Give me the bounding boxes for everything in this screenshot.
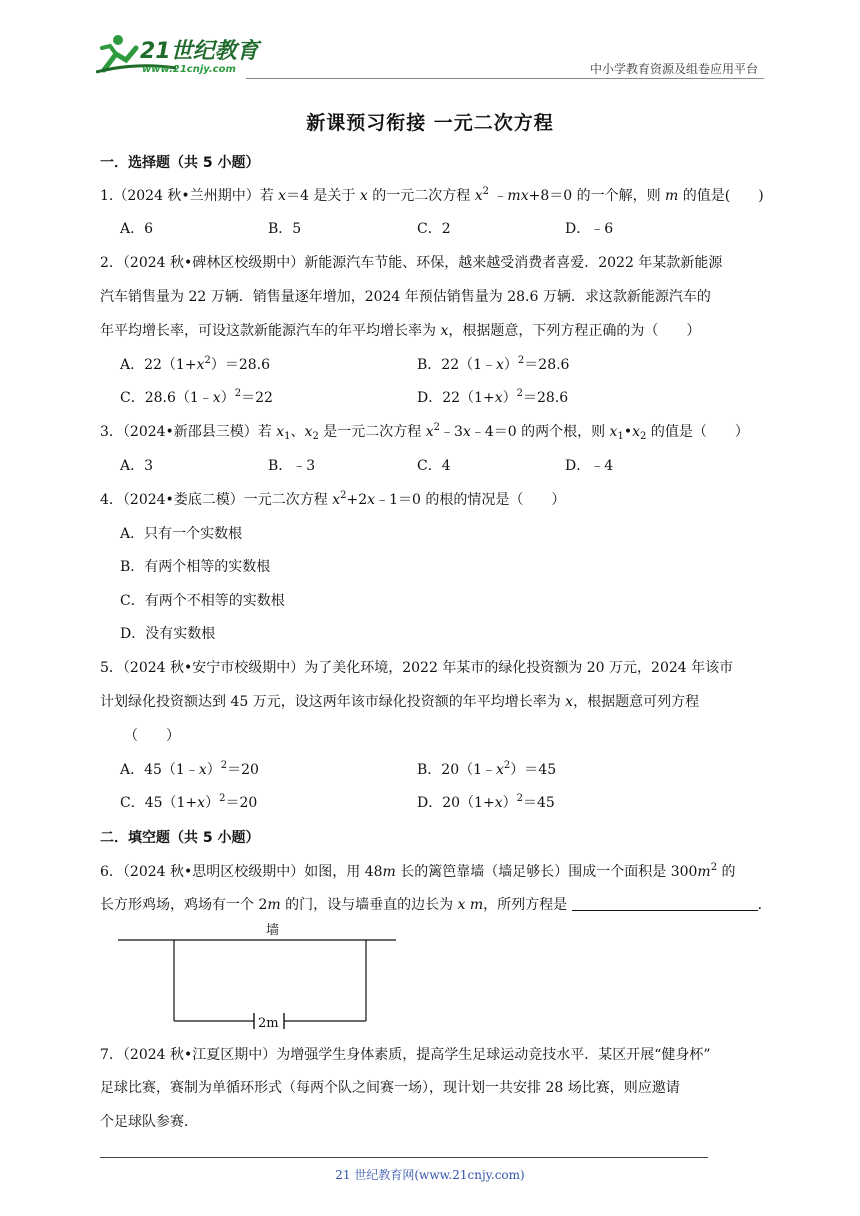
q2-option-c[interactable]: C．28.6（1﹣x）$^2$＝22 xyxy=(120,388,273,406)
question-2-line-3: 年平均增长率，可设这款新能源汽车的年平均增长率为 x，根据题意，下列方程正确的为（ ） xyxy=(100,323,701,339)
question-5-line-3: （ ） xyxy=(124,728,180,744)
page-header xyxy=(96,30,764,80)
q3-option-c[interactable]: C．4 xyxy=(417,458,451,474)
question-6-line-1: 6．（2024 秋•思明区校级期中）如图，用 48m 长的篱笆靠墙（墙足够长）围成一个面积是 $300m^2$ 的 xyxy=(100,862,736,880)
q2-option-b[interactable]: B．22（1﹣x）$^2$＝28.6 xyxy=(417,355,570,373)
section-heading-choice: 一．选择题（共 5 小题） xyxy=(100,155,260,171)
page-title: 新课预习衔接 一元二次方程 xyxy=(306,112,554,134)
q4-option-b[interactable]: B．有两个相等的实数根 xyxy=(120,559,271,575)
logo-text: 21世纪教育 xyxy=(140,39,259,64)
logo-sub-text: www.21cnjy.com xyxy=(142,64,236,75)
section-heading-fill: 二．填空题（共 5 小题） xyxy=(100,830,260,846)
header-divider xyxy=(246,78,764,79)
question-5-line-2: 计划绿化投资额达到 45 万元，设这两年该市绿化投资额的年平均增长率为 x，根据题意可列方程 xyxy=(100,694,700,710)
question-4-text: 4．（2024•娄底二模）一元二次方程 $x^2+2x﹣1=0$ 的根的情况是（ ） xyxy=(100,490,566,508)
logo xyxy=(96,32,266,76)
question-2-line-1: 2．（2024 秋•碑林区校级期中）新能源汽车节能、环保，越来越受消费者喜爱．2022 年某款新能源 xyxy=(100,255,723,271)
question-7-line-1: 7．（2024 秋•江夏区期中）为增强学生身体素质，提高学生足球运动竞技水平．某区开展“健身杯” xyxy=(100,1047,711,1063)
q3-option-d[interactable]: D．﹣4 xyxy=(565,458,614,474)
question-7-line-3: 个足球队参赛． xyxy=(100,1114,198,1130)
footer-link[interactable]: 21 世纪教育网(www.21cnjy.com) xyxy=(335,1168,525,1182)
question-7-line-2: 足球比赛，赛制为单循环形式（每两个队之间赛一场），现计划一共安排 28 场比赛，则应邀请 xyxy=(100,1080,680,1096)
door-label: 2m xyxy=(258,1016,279,1031)
q3-option-b[interactable]: B．﹣3 xyxy=(268,458,316,474)
question-6-line-2: 长方形鸡场，鸡场有一个 2m 的门，设与墙垂直的边长为 x m，所列方程是 ． xyxy=(100,897,772,913)
footer-divider xyxy=(100,1157,708,1158)
q1-option-b[interactable]: B．5 xyxy=(268,221,302,237)
answer-blank[interactable] xyxy=(572,896,758,911)
q1-option-d[interactable]: D．﹣6 xyxy=(565,221,614,237)
wall-label: 墙 xyxy=(266,923,280,938)
chicken-yard-figure xyxy=(118,922,398,1034)
platform-label: 中小学教育资源及组卷应用平台 xyxy=(589,62,758,76)
question-5-line-1: 5．（2024 秋•安宁市校级期中）为了美化环境，2022 年某市的绿化投资额为 20 万元，2024 年该市 xyxy=(100,660,734,676)
question-2-line-2: 汽车销售量为 22 万辆．销售量逐年增加，2024 年预估销售量为 28.6 万辆．求这款新能源汽车的 xyxy=(100,289,711,305)
question-1-text: 1.（2024 秋•兰州期中）若 x＝4 是关于 x 的一元二次方程 $x^2$ ﹣mx+8＝0 的一个解，则 m 的值是( ) xyxy=(100,186,764,204)
q1-option-c[interactable]: C．2 xyxy=(417,221,451,237)
q2-option-a[interactable]: A．$22(1+x^2)=28.6$ xyxy=(120,355,271,373)
q4-option-a[interactable]: A．只有一个实数根 xyxy=(120,526,243,542)
question-3-text: 3．（2024•新邵县三模）若 $x_1$、$x_2$ 是一元二次方程 $x^2﹣3x﹣4=0$ 的两个根，则 $x_1•x_2$ 的值是（ ） xyxy=(100,422,749,442)
q4-option-c[interactable]: C．有两个不相等的实数根 xyxy=(120,593,285,609)
q4-option-d[interactable]: D．没有实数根 xyxy=(120,626,216,642)
q5-option-d[interactable]: D．$20(1+x)^2=45$ xyxy=(417,793,555,811)
q5-option-c[interactable]: C．$45(1+x)^2=20$ xyxy=(120,793,258,811)
q5-option-a[interactable]: A．45（1﹣x）$^2$＝20 xyxy=(120,760,259,778)
q2-option-d[interactable]: D．$22(1+x)^2=28.6$ xyxy=(417,388,569,406)
q1-option-a[interactable]: A．6 xyxy=(120,221,154,237)
q5-option-b[interactable]: B．$20(1﹣x^2)=45$ xyxy=(417,760,557,778)
q3-option-a[interactable]: A．3 xyxy=(120,458,154,474)
